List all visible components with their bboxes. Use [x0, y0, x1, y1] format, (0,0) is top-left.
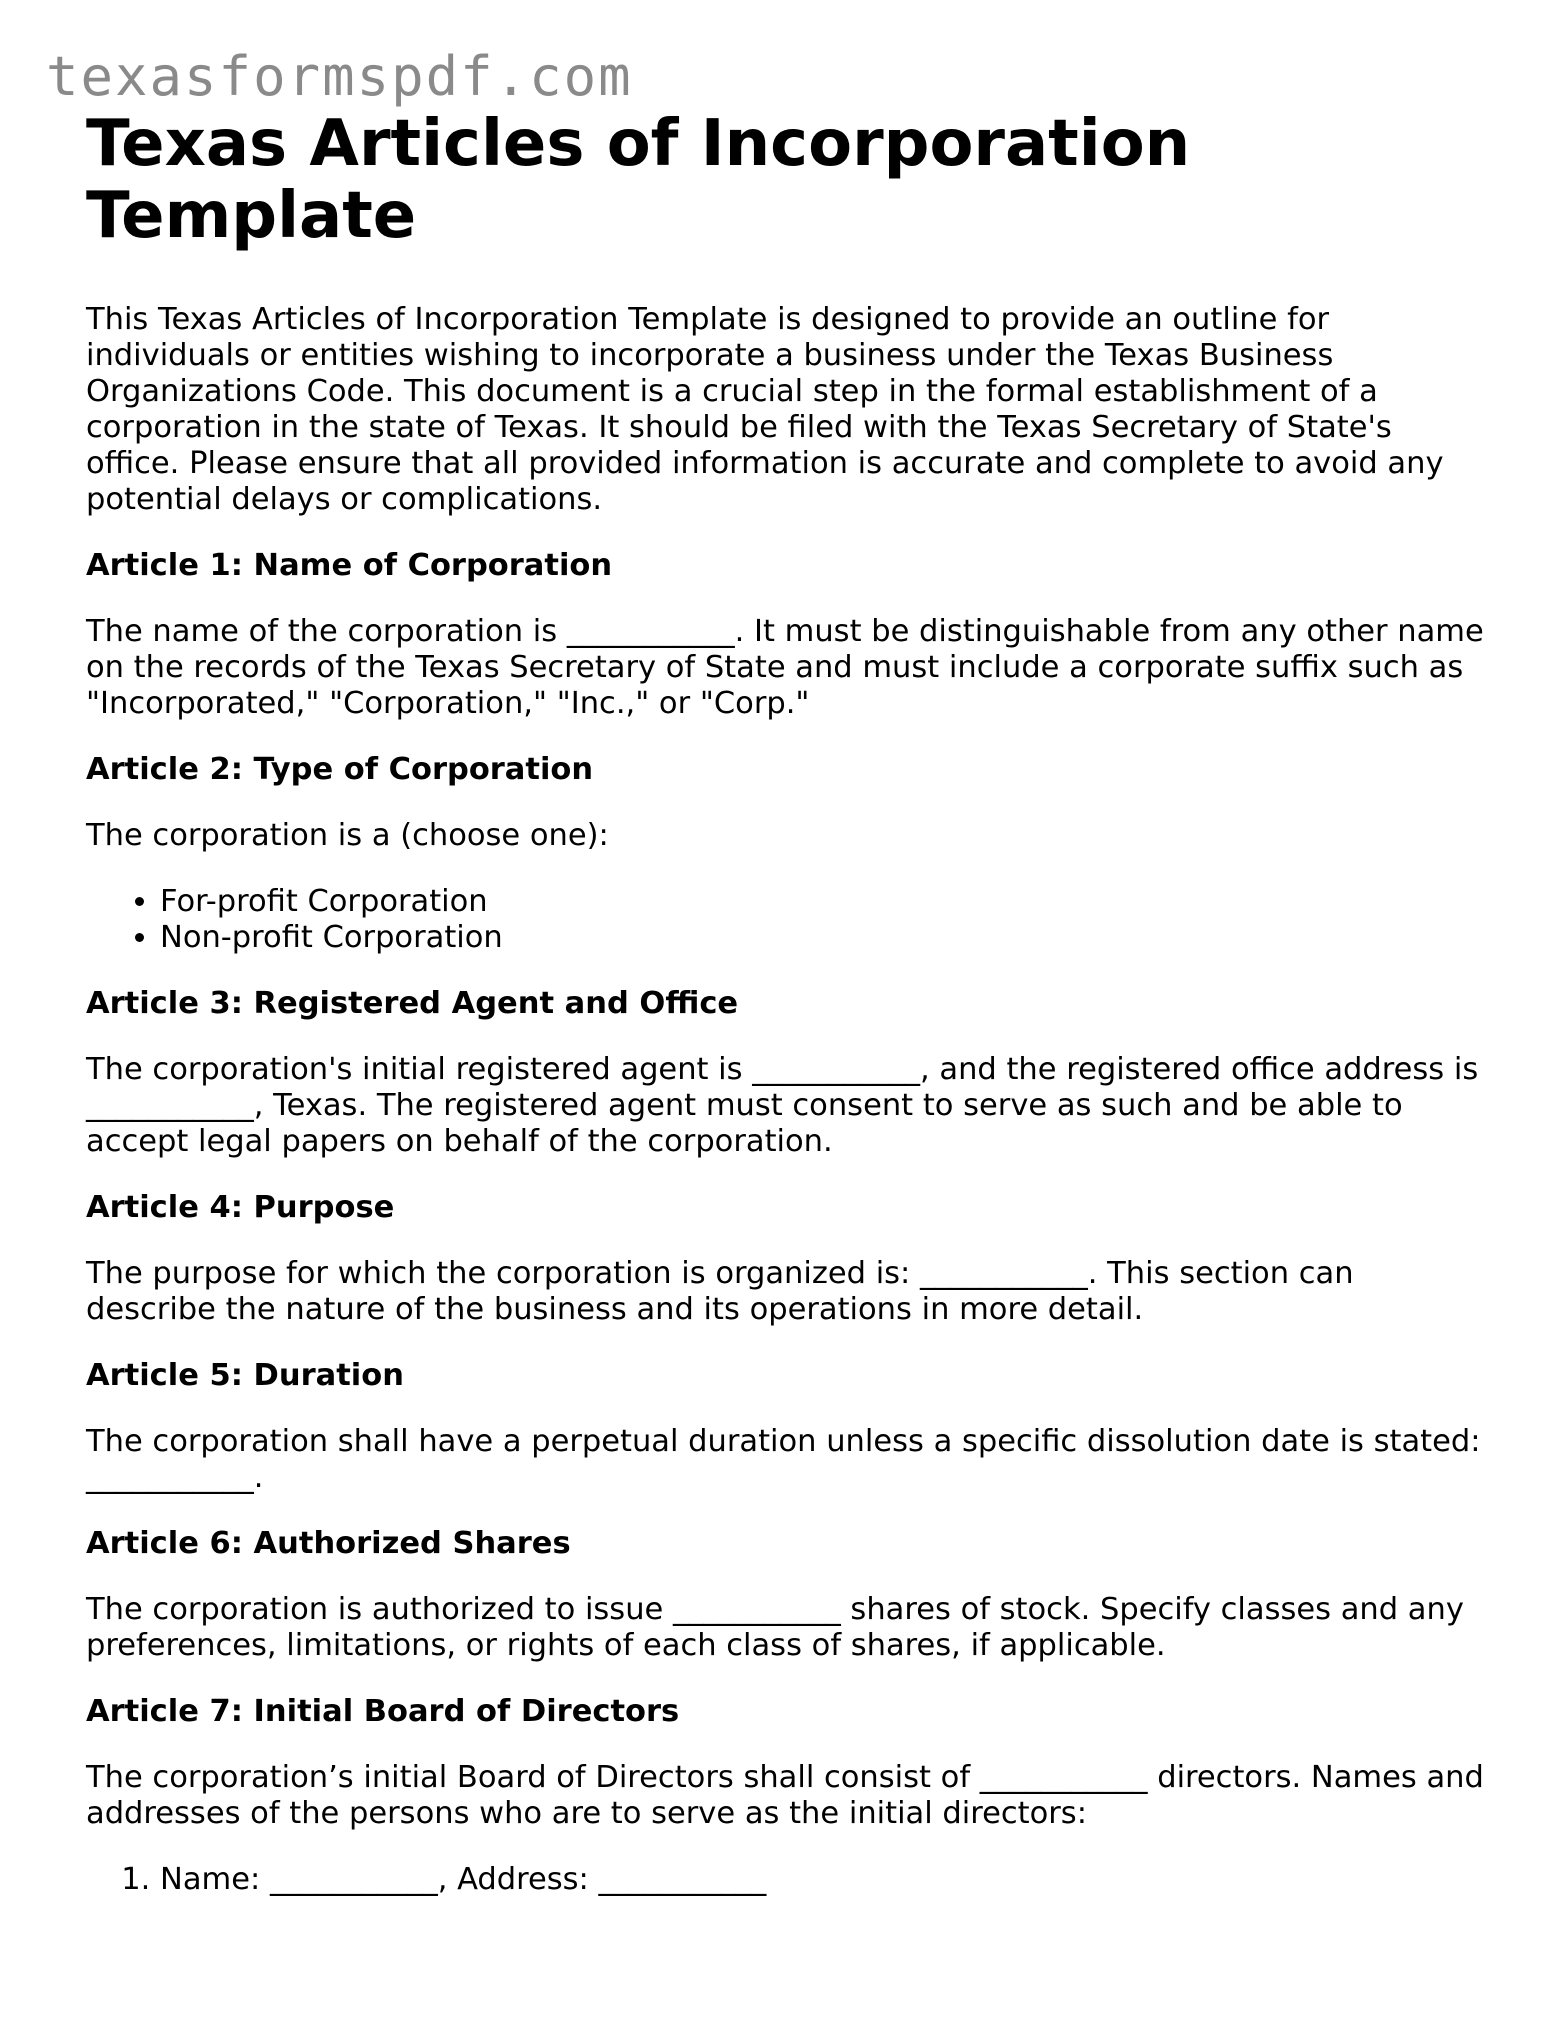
article-3-heading: Article 3: Registered Agent and Office: [86, 986, 739, 1021]
article-4-body: The purpose for which the corporation is organized is: ___________. This section can describe the nature of the business and its operations in more detail.: [86, 1256, 1354, 1327]
article-6-heading: Article 6: Authorized Shares: [86, 1526, 571, 1561]
directors-list: [86, 1862, 1486, 1898]
list-item: • For-profit Corporation: [160, 884, 1486, 920]
article-5-body: The corporation shall have a perpetual duration unless a specific dissolution date is stated: ___________.: [86, 1424, 1481, 1495]
watermark: texasformspdf.com: [46, 45, 633, 108]
article-1-body: The name of the corporation is ___________. It must be distinguishable from any other name on the records of the Texas Secretary of State and must include a corporate suffix such as "Incorporated," "Corporation," "Inc.," or "Corp.": [86, 614, 1484, 721]
intro-paragraph: This Texas Articles of Incorporation Template is designed to provide an outline for individuals or entities wishing to incorporate a business under the Texas Business Organizations Code. This document is a crucial step in the formal establishment of a corporation in the state of Texas. It should be filed with the Texas Secretary of State's office. Please ensure that all provided information is accurate and complete to avoid any potential delays or complications.: [86, 302, 1444, 517]
article-6-body: The corporation is authorized to issue ___________ shares of stock. Specify classes and any preferences, limitations, or rights of each class of shares, if applicable.: [86, 1592, 1464, 1663]
article-7-body: The corporation’s initial Board of Directors shall consist of ___________ directors. Names and addresses of the persons who are to serve as the initial directors:: [86, 1760, 1484, 1831]
page-title: Texas Articles of Incorporation Template: [86, 107, 1191, 253]
article-4-heading: Article 4: Purpose: [86, 1190, 395, 1225]
corporation-type-list: [86, 884, 1486, 956]
list-item: 1. Name: ___________, Address: ___________: [160, 1862, 1486, 1898]
document: [86, 108, 1486, 1898]
article-3-body: The corporation's initial registered agent is ___________, and the registered office address is ___________, Texas. The registered agent must consent to serve as such and be able to accept legal papers on behalf of the corporation.: [86, 1052, 1479, 1159]
list-item: • Non-profit Corporation: [160, 920, 1486, 956]
article-1-heading: Article 1: Name of Corporation: [86, 548, 613, 583]
article-2-heading: Article 2: Type of Corporation: [86, 752, 594, 787]
article-7-heading: Article 7: Initial Board of Directors: [86, 1694, 680, 1729]
article-5-heading: Article 5: Duration: [86, 1358, 404, 1393]
article-2-body: The corporation is a (choose one):: [86, 818, 609, 853]
